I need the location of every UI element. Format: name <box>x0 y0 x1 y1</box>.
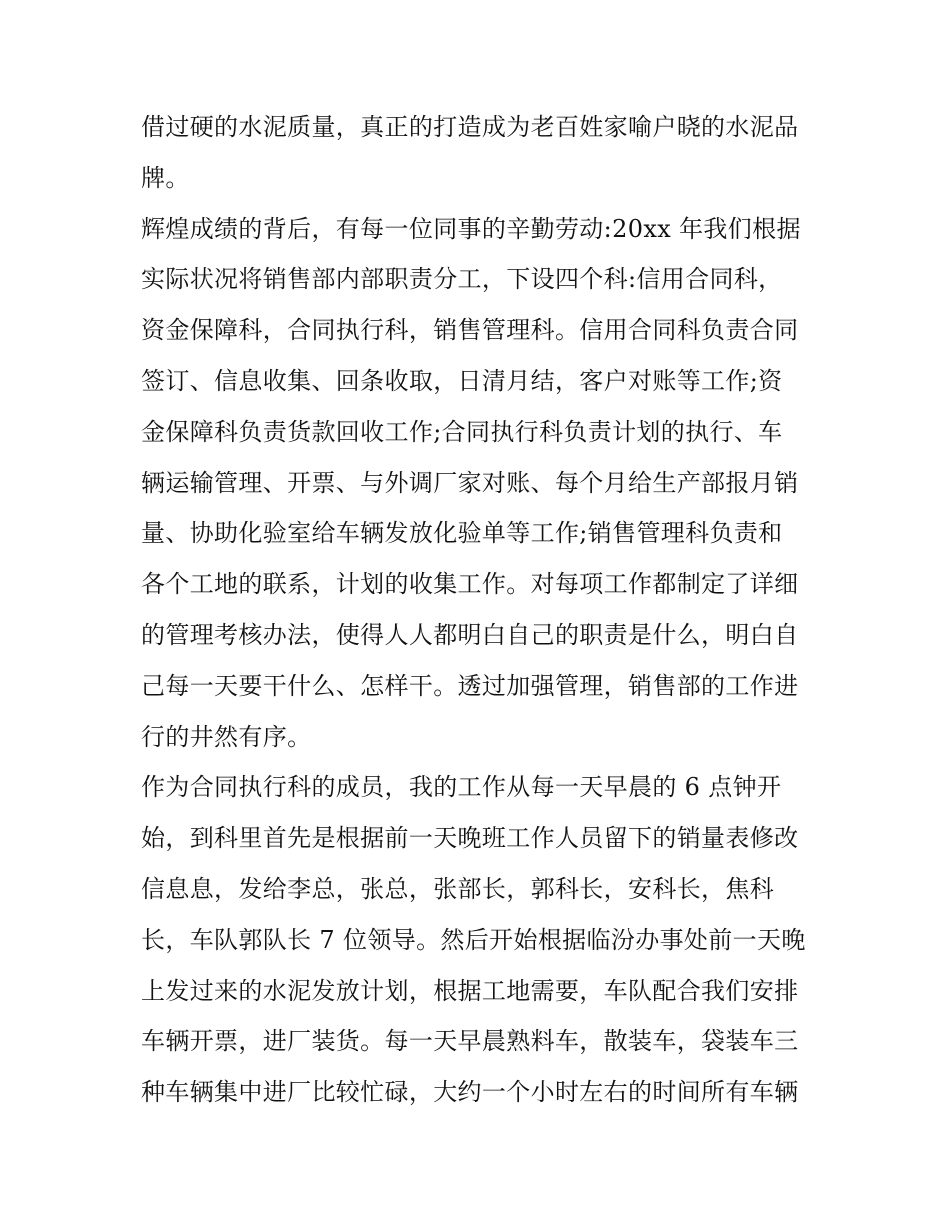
text-line: 种车辆集中进厂比较忙碌，大约一个小时左右的时间所有车辆 <box>141 1078 799 1107</box>
text-line: 长，车队郭队长 7 位领导。然后开始根据临汾办事处前一天晚 <box>141 925 806 954</box>
text-line: 借过硬的水泥质量，真正的打造成为老百姓家喻户晓的水泥品 <box>141 113 799 141</box>
text-line: 牌。 <box>141 163 190 192</box>
text-line: 签订、信息收集、回条收取，日清月结，客户对账等工作;资 <box>141 366 783 395</box>
text-line: 己每一天要干什么、怎样干。透过加强管理，销售部的工作进 <box>141 671 799 700</box>
text-line: 辆运输管理、开票、与外调厂家对账、每个月给生产部报月销 <box>141 468 799 497</box>
text-line: 作为合同执行科的成员，我的工作从每一天早晨的 6 点钟开 <box>141 773 782 802</box>
text-line: 各个工地的联系，计划的收集工作。对每项工作都制定了详细 <box>141 570 799 599</box>
text-line: 辉煌成绩的背后，有每一位同事的辛勤劳动:20xx 年我们根据 <box>141 214 801 243</box>
body-text <box>141 102 821 1118</box>
text-line: 上发过来的水泥发放计划，根据工地需要，车队配合我们安排 <box>141 976 799 1005</box>
text-line: 行的井然有序。 <box>141 722 312 751</box>
text-line: 车辆开票，进厂装货。每一天早晨熟料车，散装车，袋装车三 <box>141 1027 799 1056</box>
text-line: 信息息，发给李总，张总，张部长，郭科长，安科长，焦科 <box>141 874 775 903</box>
text-line: 的管理考核办法，使得人人都明白自己的职责是什么，明白自 <box>141 620 799 649</box>
text-line: 量、协助化验室给车辆发放化验单等工作;销售管理科负责和 <box>141 519 783 548</box>
text-line: 金保障科负责货款回收工作;合同执行科负责计划的执行、车 <box>141 417 783 446</box>
text-line: 始，到科里首先是根据前一天晚班工作人员留下的销量表修改 <box>141 824 799 853</box>
text-line: 资金保障科，合同执行科，销售管理科。信用合同科负责合同 <box>141 316 799 345</box>
text-line: 实际状况将销售部内部职责分工，下设四个科:信用合同科， <box>141 265 783 294</box>
